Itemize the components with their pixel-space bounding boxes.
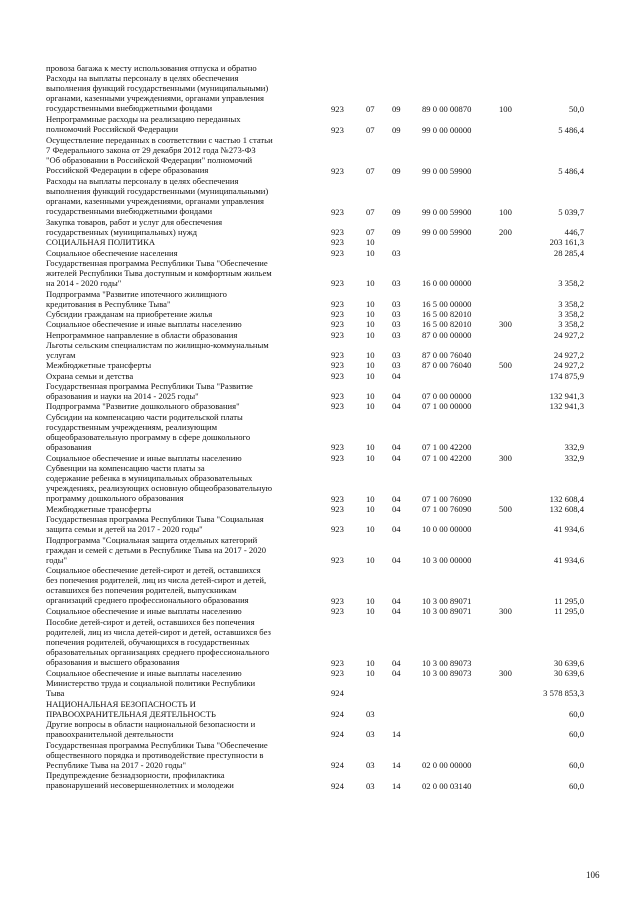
section-code: 10: [366, 442, 375, 453]
description-line: НАЦИОНАЛЬНАЯ БЕЗОПАСНОСТЬ И: [46, 698, 196, 709]
table-row: [0, 699, 640, 720]
section-code: 10: [366, 503, 375, 514]
description-line: учреждениях, реализующих основную общеобразовательную: [46, 482, 273, 493]
description-line: услугам: [46, 349, 76, 360]
amount: 203 161,3: [549, 237, 584, 248]
description-line: ПРАВООХРАНИТЕЛЬНАЯ ДЕЯТЕЛЬНОСТЬ: [46, 708, 216, 719]
row-description: [46, 617, 326, 667]
row-description: [46, 514, 326, 534]
description-line: государственным учреждениям, реализующим: [46, 421, 218, 432]
description-line: Субвенции на компенсацию части платы за: [46, 462, 205, 473]
table-row: [0, 412, 640, 453]
target-article-code: 16 5 00 00000: [422, 298, 472, 309]
description-line: Межбюджетные трансферты: [46, 503, 152, 514]
description-line: Подпрограмма "Развитие дошкольного образования": [46, 401, 240, 412]
amount: 41 934,6: [553, 555, 584, 565]
grbs-code: 923: [331, 309, 344, 319]
section-code: 07: [366, 165, 375, 176]
grbs-code: 924: [331, 708, 344, 719]
description-line: правонарушений несовершеннолетних и молодежи: [46, 780, 234, 791]
section-code: 10: [366, 237, 375, 248]
section-code: 10: [366, 329, 375, 340]
subsection-code: 04: [392, 524, 401, 535]
grbs-code: 923: [331, 401, 344, 412]
expense-type-code: 300: [499, 606, 512, 617]
section-code: 10: [366, 298, 375, 309]
description-line: программу дошкольного образования: [46, 492, 184, 503]
grbs-code: 923: [331, 329, 344, 340]
amount: 30 639,6: [553, 667, 584, 678]
section-code: 10: [366, 493, 375, 504]
table-row: [0, 319, 640, 329]
description-line: на 2014 - 2020 годы": [46, 277, 122, 288]
table-row: [0, 73, 640, 114]
amount: 332,9: [564, 442, 584, 453]
row-description: [46, 176, 326, 216]
target-article-code: 16 5 00 82010: [422, 319, 472, 330]
amount: 5 486,4: [558, 165, 584, 176]
amount: 174 875,9: [549, 370, 584, 381]
expense-type-code: 100: [499, 104, 512, 114]
row-description: [46, 135, 326, 175]
grbs-code: 923: [331, 237, 344, 248]
amount: 3 358,2: [558, 278, 584, 289]
row-description: [46, 371, 326, 381]
target-article-code: 07 1 00 76090: [422, 493, 472, 504]
row-description: [46, 330, 326, 340]
table-row: [0, 678, 640, 699]
row-description: [46, 217, 326, 237]
amount: 132 608,4: [549, 493, 584, 504]
expense-type-code: 300: [499, 667, 512, 678]
section-code: 10: [366, 596, 375, 606]
table-row: [0, 248, 640, 258]
page-number: 106: [586, 870, 600, 880]
grbs-code: 923: [331, 247, 344, 258]
subsection-code: 04: [392, 401, 401, 412]
description-line: органами, казенными учреждениями, органами управления: [46, 195, 264, 206]
amount: 60,0: [568, 729, 584, 740]
row-description: [46, 340, 326, 360]
table-row: [0, 401, 640, 411]
subsection-code: 04: [392, 555, 401, 565]
grbs-code: 924: [331, 760, 344, 770]
row-description: [46, 463, 326, 503]
subsection-code: 14: [392, 780, 401, 791]
row-description: [46, 535, 326, 565]
description-line: общеобразовательную программу в сфере дошкольного: [46, 431, 251, 442]
subsection-code: 04: [392, 657, 401, 668]
target-article-code: 10 3 00 89073: [422, 667, 472, 678]
table-row: [0, 740, 640, 771]
subsection-code: 09: [392, 124, 401, 135]
row-description: [46, 381, 326, 401]
subsection-code: 03: [392, 298, 401, 309]
amount: 28 285,4: [553, 247, 584, 258]
subsection-code: 04: [392, 442, 401, 453]
section-code: 03: [366, 780, 375, 791]
description-line: родителей, лиц из числа детей-сирот и детей, оставшихся без: [46, 626, 271, 637]
amount: 3 358,2: [558, 298, 584, 309]
section-code: 10: [366, 370, 375, 381]
table-row: [0, 330, 640, 340]
description-line: "Об образовании в Российской Федерации" полномочий: [46, 154, 253, 165]
subsection-code: 09: [392, 227, 401, 237]
description-line: общественного порядка и противодействие преступности в: [46, 749, 264, 760]
description-line: Социальное обеспечение и иные выплаты населению: [46, 606, 242, 617]
subsection-code: 03: [392, 360, 401, 371]
amount: 60,0: [568, 780, 584, 791]
target-article-code: 07 1 00 00000: [422, 401, 472, 412]
section-code: 10: [366, 278, 375, 289]
target-article-code: 99 0 00 59900: [422, 206, 472, 217]
description-line: государственных (муниципальных) нужд: [46, 226, 198, 237]
subsection-code: 04: [392, 503, 401, 514]
section-code: 10: [366, 657, 375, 668]
subsection-code: 09: [392, 206, 401, 217]
target-article-code: 89 0 00 00870: [422, 104, 472, 114]
table-row: [0, 340, 640, 361]
grbs-code: 923: [331, 350, 344, 360]
section-code: 10: [366, 555, 375, 565]
description-line: Подпрограмма "Развитие ипотечного жилищного: [46, 288, 227, 299]
grbs-code: 923: [331, 606, 344, 617]
expense-type-code: 200: [499, 227, 512, 237]
amount: 11 295,0: [554, 606, 584, 617]
grbs-code: 923: [331, 452, 344, 463]
row-description: [46, 699, 326, 719]
table-row: [0, 668, 640, 678]
table-row: [0, 535, 640, 566]
subsection-code: 03: [392, 278, 401, 289]
section-code: 07: [366, 104, 375, 114]
amount: 132 941,3: [549, 391, 584, 401]
section-code: 10: [366, 391, 375, 401]
section-code: 10: [366, 319, 375, 330]
target-article-code: 99 0 00 59900: [422, 165, 472, 176]
subsection-code: 04: [392, 452, 401, 463]
row-description: [46, 453, 326, 463]
target-article-code: 07 1 00 76090: [422, 503, 472, 514]
row-description: [46, 668, 326, 678]
description-line: Министерство труда и социальной политики Республики: [46, 678, 256, 688]
description-line: правоохранительной деятельности: [46, 729, 174, 739]
description-line: органами, казенными учреждениями, органами управления: [46, 93, 264, 104]
amount: 24 927,2: [553, 350, 584, 360]
description-line: Непрограммные расходы на реализацию переданных: [46, 114, 241, 125]
row-description: [46, 319, 326, 329]
description-line: Льготы сельским специалистам по жилищно-коммунальным: [46, 339, 269, 350]
row-description: [46, 237, 326, 247]
description-line: Субсидии на компенсацию части родительской платы: [46, 411, 243, 422]
description-line: Подпрограмма "Социальная защита отдельных категорий: [46, 534, 258, 545]
description-line: Расходы на выплаты персоналу в целях обеспечения: [46, 175, 239, 186]
description-line: содержание ребенка в муниципальных образовательных: [46, 472, 253, 483]
description-line: выполнения функций государственными (муниципальными): [46, 83, 269, 94]
subsection-code: 09: [392, 104, 401, 114]
table-row: [0, 371, 640, 381]
section-code: 03: [366, 708, 375, 719]
target-article-code: 07 1 00 42200: [422, 452, 472, 463]
grbs-code: 923: [331, 206, 344, 217]
description-line: организаций среднего профессионального образования: [46, 595, 249, 606]
grbs-code: 923: [331, 360, 344, 371]
section-code: 10: [366, 350, 375, 360]
section-code: 10: [366, 247, 375, 258]
subsection-code: 04: [392, 391, 401, 401]
amount: 11 295,0: [554, 596, 584, 606]
grbs-code: 923: [331, 493, 344, 504]
amount: 3 358,2: [558, 319, 584, 330]
target-article-code: 87 0 00 76040: [422, 350, 472, 360]
expense-type-code: 300: [499, 319, 512, 330]
grbs-code: 923: [331, 165, 344, 176]
expense-type-code: 500: [499, 360, 512, 371]
target-article-code: 10 0 00 00000: [422, 524, 472, 535]
table-row: [0, 176, 640, 217]
grbs-code: 923: [331, 319, 344, 330]
table-row: [0, 606, 640, 616]
section-code: 03: [366, 729, 375, 740]
grbs-code: 923: [331, 442, 344, 453]
row-description: [46, 258, 326, 288]
table-row: [0, 770, 640, 791]
description-line: Непрограммное направление в области образования: [46, 329, 238, 340]
grbs-code: 923: [331, 391, 344, 401]
row-description: [46, 309, 326, 319]
subsection-code: 04: [392, 493, 401, 504]
description-line: защита семьи и детей на 2017 - 2020 годы": [46, 524, 203, 534]
description-line: образовательных организациях среднего профессионального: [46, 646, 270, 657]
target-article-code: 02 0 00 00000: [422, 760, 472, 770]
target-article-code: 10 3 00 00000: [422, 555, 472, 565]
description-line: Российской Федерации в сфере образования: [46, 164, 209, 175]
subsection-code: 03: [392, 247, 401, 258]
grbs-code: 923: [331, 370, 344, 381]
grbs-code: 923: [331, 503, 344, 514]
description-line: Субсидии гражданам на приобретение жилья: [46, 309, 213, 319]
description-line: попечения родителей, обучающихся в государственных: [46, 636, 250, 647]
grbs-code: 923: [331, 524, 344, 535]
amount: 446,7: [564, 227, 584, 237]
grbs-code: 923: [331, 104, 344, 114]
table-row: [0, 514, 640, 535]
description-line: граждан и семей с детьми в Республике Тыва на 2017 - 2020: [46, 544, 267, 555]
table-row: [0, 453, 640, 463]
expense-type-code: 100: [499, 206, 512, 217]
description-line: образования и науки на 2014 - 2025 годы": [46, 390, 199, 401]
subsection-code: 04: [392, 667, 401, 678]
subsection-code: 14: [392, 760, 401, 770]
description-line: Государственная программа Республики Тыва "Развитие: [46, 380, 253, 391]
description-line: Расходы на выплаты персоналу в целях обеспечения: [46, 73, 239, 84]
description-line: Республике Тыва на 2017 - 2020 годы": [46, 759, 187, 770]
row-description: [46, 248, 326, 258]
row-description: [46, 401, 326, 411]
section-code: 10: [366, 524, 375, 535]
description-line: годы": [46, 554, 68, 565]
grbs-code: 924: [331, 780, 344, 791]
table-row: [0, 463, 640, 504]
grbs-code: 923: [331, 657, 344, 668]
target-article-code: 07 0 00 00000: [422, 391, 472, 401]
target-article-code: 99 0 00 59900: [422, 227, 472, 237]
subsection-code: 03: [392, 319, 401, 330]
grbs-code: 924: [331, 729, 344, 740]
amount: 30 639,6: [553, 657, 584, 668]
target-article-code: 87 0 00 00000: [422, 329, 472, 340]
grbs-code: 923: [331, 596, 344, 606]
grbs-code: 923: [331, 667, 344, 678]
description-line: Социальное обеспечение и иные выплаты населению: [46, 667, 242, 678]
subsection-code: 03: [392, 309, 401, 319]
table-row: [0, 237, 640, 247]
row-description: [46, 63, 326, 73]
grbs-code: 923: [331, 555, 344, 565]
section-code: 03: [366, 760, 375, 770]
amount: 50,0: [568, 104, 584, 114]
description-line: Пособие детей-сирот и детей, оставшихся без попечения: [46, 616, 255, 627]
description-line: кредитования в Республике Тыва": [46, 298, 171, 309]
description-line: 7 Федерального закона от 29 декабря 2012 года №273-ФЗ: [46, 144, 256, 155]
table-row: [0, 719, 640, 740]
table-row: [0, 565, 640, 606]
amount: 24 927,2: [553, 329, 584, 340]
target-article-code: 16 5 00 82010: [422, 309, 472, 319]
section-code: 07: [366, 206, 375, 217]
subsection-code: 04: [392, 606, 401, 617]
amount: 3 578 853,3: [543, 688, 584, 699]
row-description: [46, 412, 326, 452]
description-line: оставшихся без попечения родителей, выпускникам: [46, 585, 237, 596]
section-code: 10: [366, 309, 375, 319]
row-description: [46, 504, 326, 514]
target-article-code: 87 0 00 76040: [422, 360, 472, 371]
table-row: [0, 504, 640, 514]
section-code: 10: [366, 606, 375, 617]
section-code: 10: [366, 452, 375, 463]
amount: 5 039,7: [558, 206, 584, 217]
subsection-code: 09: [392, 165, 401, 176]
description-line: СОЦИАЛЬНАЯ ПОЛИТИКА: [46, 237, 156, 248]
table-row: [0, 258, 640, 289]
subsection-code: 03: [392, 350, 401, 360]
grbs-code: 923: [331, 298, 344, 309]
description-line: провоза багажа к месту использования отпуска и обратно: [46, 63, 257, 73]
target-article-code: 10 3 00 89071: [422, 596, 472, 606]
description-line: Государственная программа Республики Тыва "Обеспечение: [46, 257, 268, 268]
table-row: [0, 289, 640, 310]
target-article-code: 07 1 00 42200: [422, 442, 472, 453]
table-row: [0, 381, 640, 402]
amount: 41 934,6: [553, 524, 584, 535]
row-description: [46, 606, 326, 616]
amount: 60,0: [568, 760, 584, 770]
row-description: [46, 289, 326, 309]
description-line: образования и высшего образования: [46, 656, 180, 667]
amount: 3 358,2: [558, 309, 584, 319]
expense-type-code: 500: [499, 503, 512, 514]
subsection-code: 14: [392, 729, 401, 740]
description-line: Социальное обеспечение и иные выплаты населению: [46, 452, 242, 463]
row-description: [46, 678, 326, 698]
amount: 132 941,3: [549, 401, 584, 412]
subsection-code: 04: [392, 370, 401, 381]
section-code: 10: [366, 401, 375, 412]
description-line: Тыва: [46, 688, 65, 698]
target-article-code: 16 0 00 00000: [422, 278, 472, 289]
amount: 60,0: [568, 708, 584, 719]
description-line: жителей Республики Тыва доступным и комфортным жильем: [46, 267, 272, 278]
subsection-code: 04: [392, 596, 401, 606]
table-row: [0, 217, 640, 238]
target-article-code: 99 0 00 00000: [422, 124, 472, 135]
table-row: [0, 63, 640, 73]
description-line: Предупреждение безнадзорности, профилактика: [46, 770, 225, 781]
description-line: полномочий Российской Федерации: [46, 124, 179, 135]
description-line: Другие вопросы в области национальной безопасности и: [46, 719, 256, 729]
description-line: Социальное обеспечение и иные выплаты населению: [46, 319, 242, 330]
amount: 332,9: [564, 452, 584, 463]
amount: 24 927,2: [553, 360, 584, 371]
description-line: без попечения родителей, лиц из числа детей-сирот и детей,: [46, 575, 267, 586]
row-description: [46, 565, 326, 605]
description-line: Государственная программа Республики Тыва "Социальная: [46, 514, 264, 524]
grbs-code: 924: [331, 688, 344, 699]
description-line: Охрана семьи и детства: [46, 370, 134, 381]
description-line: Социальное обеспечение населения: [46, 247, 178, 258]
description-line: государственными внебюджетными фондами: [46, 103, 213, 114]
row-description: [46, 360, 326, 370]
description-line: Государственная программа Республики Тыва "Обеспечение: [46, 739, 268, 750]
row-description: [46, 770, 326, 790]
target-article-code: 02 0 00 03140: [422, 780, 472, 791]
section-code: 10: [366, 360, 375, 371]
row-description: [46, 740, 326, 770]
table-row: [0, 309, 640, 319]
target-article-code: 10 3 00 89073: [422, 657, 472, 668]
amount: 132 608,4: [549, 503, 584, 514]
table-row: [0, 114, 640, 135]
target-article-code: 10 3 00 89071: [422, 606, 472, 617]
description-line: образования: [46, 441, 92, 452]
grbs-code: 923: [331, 278, 344, 289]
description-line: Социальное обеспечение детей-сирот и детей, оставшихся: [46, 565, 261, 576]
grbs-code: 923: [331, 227, 344, 237]
expense-type-code: 300: [499, 452, 512, 463]
description-line: Закупка товаров, работ и услуг для обеспечения: [46, 216, 223, 227]
description-line: выполнения функций государственными (муниципальными): [46, 185, 269, 196]
table-row: [0, 360, 640, 370]
amount: 5 486,4: [558, 124, 584, 135]
section-code: 07: [366, 124, 375, 135]
subsection-code: 03: [392, 329, 401, 340]
table-row: [0, 617, 640, 668]
section-code: 10: [366, 667, 375, 678]
row-description: [46, 719, 326, 739]
row-description: [46, 114, 326, 134]
description-line: Межбюджетные трансферты: [46, 360, 152, 371]
description-line: государственными внебюджетными фондами: [46, 205, 213, 216]
grbs-code: 923: [331, 124, 344, 135]
description-line: Осуществление переданных в соответствии с частью 1 статьи: [46, 134, 273, 145]
table-row: [0, 135, 640, 176]
section-code: 07: [366, 227, 375, 237]
row-description: [46, 73, 326, 113]
